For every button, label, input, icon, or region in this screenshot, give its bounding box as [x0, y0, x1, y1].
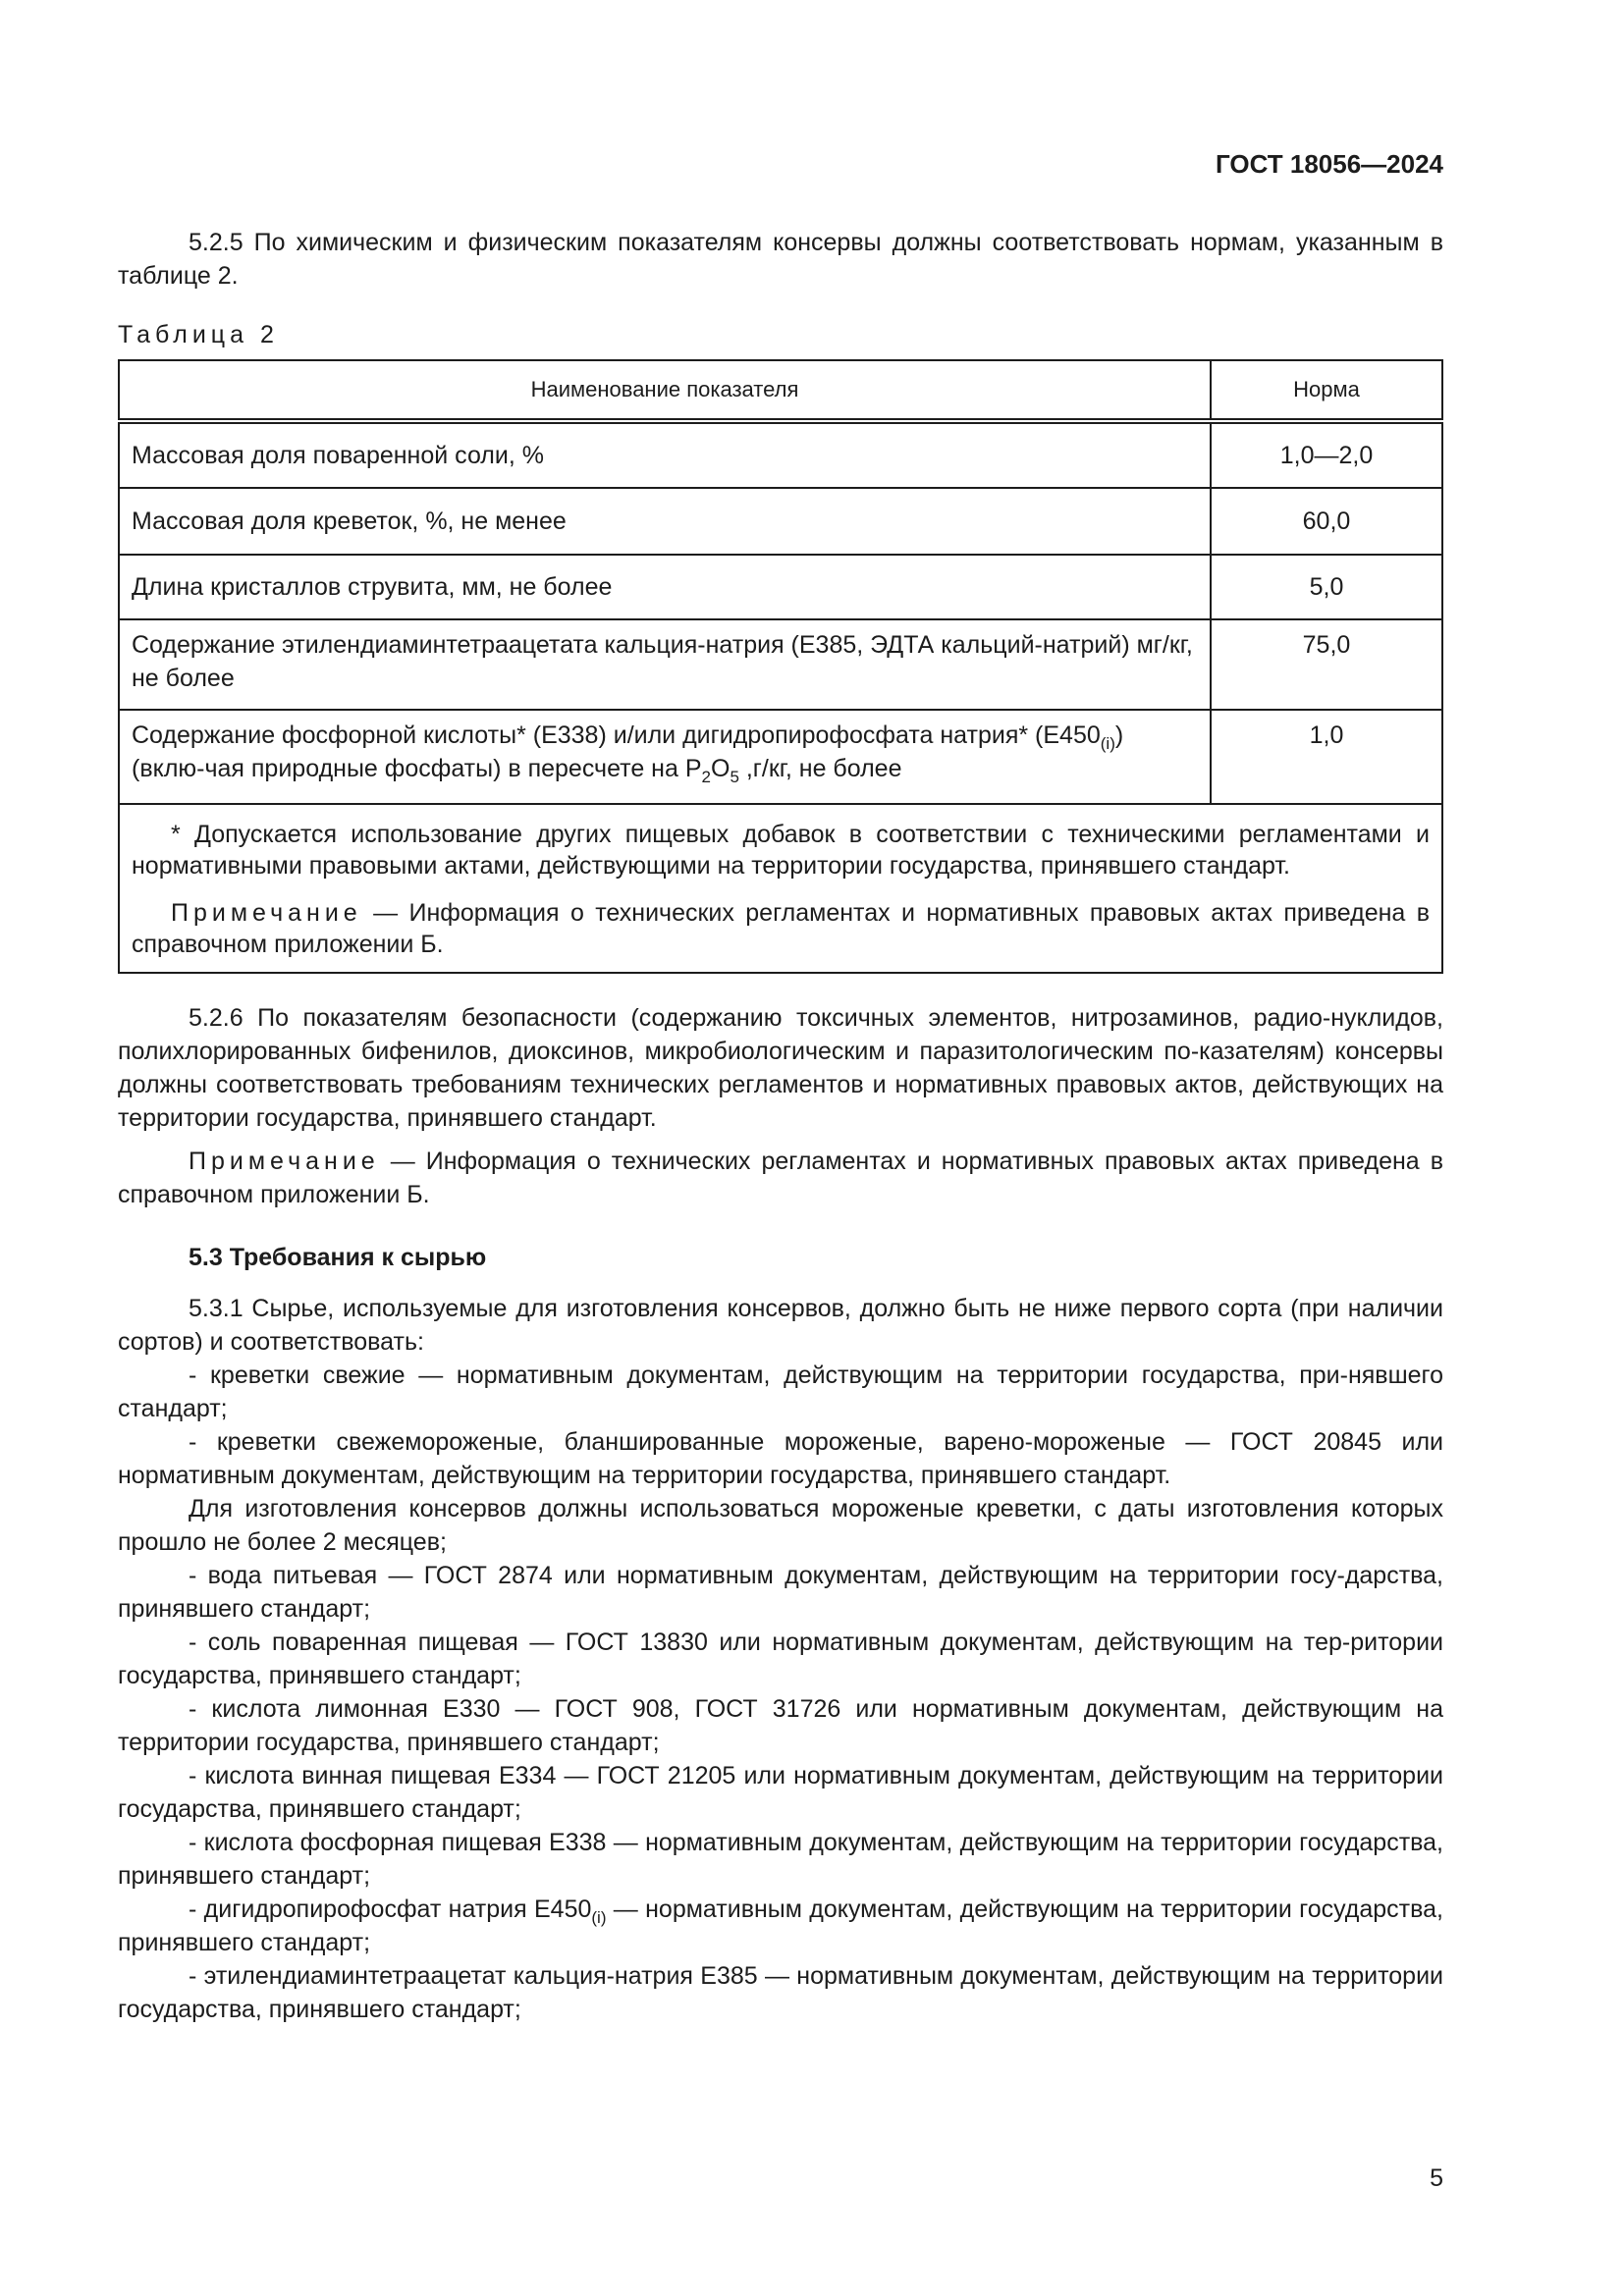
row-value: 75,0	[1211, 619, 1442, 710]
row-value: 5,0	[1211, 555, 1442, 619]
table-row	[119, 421, 1442, 488]
paragraph-5-3-1: 5.3.1 Сырье, используемые для изготовления консервов, должно быть не ниже первого сорта (при наличии сортов) и соответствовать:	[118, 1295, 1443, 1356]
subscript: (i)	[591, 1908, 607, 1927]
page-content	[118, 226, 1443, 2026]
list-item: - креветки свежемороженые, бланшированные мороженые, варено-мороженые — ГОСТ 20845 или нормативным документам, действующим на территории государства, принявшего стандарт.	[118, 1428, 1443, 1489]
page-number: 5	[1430, 2164, 1443, 2192]
section-heading-5-3: 5.3 Требования к сырью	[189, 1244, 487, 1271]
note-text: — Информация о технических регламентах и нормативных правовых актах приведена в справочном приложении Б.	[132, 899, 1430, 958]
subscript: (i)	[1100, 734, 1115, 753]
list-item: - вода питьевая — ГОСТ 2874 или нормативным документам, действующим на территории госу-дарства, принявшего стандарт;	[118, 1562, 1443, 1623]
row-name-part: Содержание фосфорной кислоты* (Е338) и/или дигидропирофосфата натрия* (Е450	[132, 721, 1101, 749]
table-row	[119, 710, 1442, 804]
list-item: - кислота лимонная Е330 — ГОСТ 908, ГОСТ 31726 или нормативным документам, действующим на территории государства, принявшего стандарт;	[118, 1695, 1443, 1756]
list-item-part: — нормативным документам, действующим на территории государства, принявшего стандарт;	[118, 1896, 1443, 1956]
table-footer-row	[119, 804, 1442, 973]
column-header-name: Наименование показателя	[119, 360, 1211, 421]
table-caption: Таблица 2	[118, 321, 279, 348]
requirements-table	[118, 359, 1443, 974]
list-item-part: - дигидропирофосфат натрия Е450	[189, 1896, 592, 1923]
list-item	[118, 1893, 1443, 1959]
subscript: 5	[730, 768, 739, 786]
subscript: 2	[701, 768, 711, 786]
row-name-part: O	[710, 755, 731, 782]
column-header-value: Норма	[1211, 360, 1442, 421]
standard-number: ГОСТ 18056—2024	[1216, 149, 1443, 179]
table-row	[119, 555, 1442, 619]
list-item: - кислота винная пищевая Е334 — ГОСТ 21205 или нормативным документам, действующим на территории государства, принявшего стандарт;	[118, 1762, 1443, 1823]
paragraph-5-2-5: 5.2.5 По химическим и физическим показателям консервы должны соответствовать нормам, указанным в таблице 2.	[118, 229, 1443, 290]
list-item: Для изготовления консервов должны использоваться мороженые креветки, с даты изготовления которых прошло не более 2 месяцев;	[118, 1495, 1443, 1556]
note-label: Примечание	[171, 899, 362, 927]
row-value: 1,0—2,0	[1211, 421, 1442, 488]
note-label: Примечание	[189, 1148, 380, 1175]
note-paragraph	[118, 1145, 1443, 1211]
row-name-part: ,г/кг, не более	[738, 755, 902, 782]
row-value: 1,0	[1211, 710, 1442, 804]
row-name-part: ) (вклю-чая природные фосфаты) в пересчете на P	[132, 721, 1124, 782]
note-text: — Информация о технических регламентах и нормативных правовых актах приведена в справочном приложении Б.	[118, 1148, 1443, 1208]
table-row	[119, 619, 1442, 710]
list-item: - соль поваренная пищевая — ГОСТ 13830 или нормативным документам, действующим на тер-ритории государства, принявшего стандарт;	[118, 1629, 1443, 1689]
table-footnote: * Допускается использование других пищевых добавок в соответствии с техническими регламентами и нормативными правовыми актами, действующими на территории государства, принявшего стандарт.	[132, 821, 1430, 880]
list-item: - креветки свежие — нормативным документам, действующим на территории государства, при-нявшего стандарт;	[118, 1362, 1443, 1422]
list-item: - кислота фосфорная пищевая Е338 — нормативным документам, действующим на территории государства, принявшего стандарт;	[118, 1829, 1443, 1890]
row-name: Массовая доля креветок, %, не менее	[119, 488, 1211, 555]
table-note	[132, 897, 1430, 960]
row-name: Длина кристаллов струвита, мм, не более	[119, 555, 1211, 619]
paragraph-5-2-6: 5.2.6 По показателям безопасности (содержанию токсичных элементов, нитрозаминов, радио-нуклидов, полихлорированных бифенилов, диоксинов, микробиологическим и паразитологическим по-казателям) консервы должны соответствовать требованиям технических регламентов и нормативных правовых актов, действующих на территории государства, принявшего стандарт.	[118, 1004, 1443, 1132]
table-footer	[119, 804, 1442, 973]
table-row	[119, 488, 1442, 555]
list-item: - этилендиаминтетраацетат кальция-натрия Е385 — нормативным документам, действующим на территории государства, принявшего стандарт;	[118, 1962, 1443, 2023]
row-value: 60,0	[1211, 488, 1442, 555]
row-name: Массовая доля поваренной соли, %	[119, 421, 1211, 488]
raw-materials-list	[118, 1292, 1443, 2026]
row-name-phosphates	[119, 710, 1211, 804]
row-name: Содержание этилендиаминтетраацетата кальция-натрия (Е385, ЭДТА кальций-натрий) мг/кг, не более	[119, 619, 1211, 710]
